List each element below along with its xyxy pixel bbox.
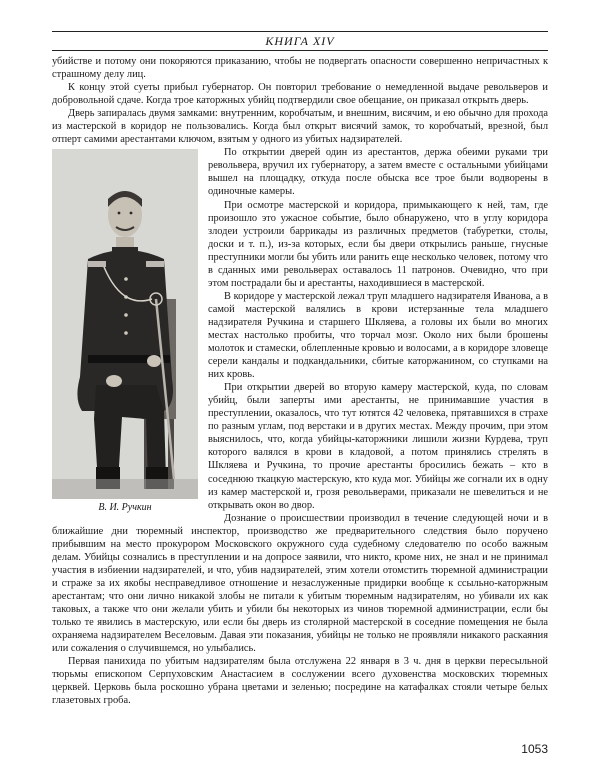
paragraph-5: В коридоре у мастерской лежал труп младшего надзирателя Иванова, а в самой мастерской валялись в крови истерзанные тела младшего надзирателя Ручкина и старшего Шкляева, а головы их были во многих местах настолько пробиты, что торчал мозг. Около них были брошены молоток и стамески, облепленные кровью и волосами, а в коридоре зловеще серели кандалы и подкандальники, сбитые каторжанином, со ступками на них кровь. — [208, 290, 548, 381]
portrait-figure — [52, 149, 198, 514]
header-rule-top — [52, 31, 548, 32]
paragraph-8: Первая панихида по убитым надзирателям была отслужена 22 января в 3 ч. дня в церкви пересыльной тюрьмы епископом Серпуховским Анастасием в сослужении всего духовенства московских тюремных церквей. Церковь была роскошно убрана цветами и зеленью; посредине на катафалках стояли четыре белых глазетовых гроба. — [52, 656, 548, 707]
page-header — [0, 0, 600, 52]
paragraph-1: К концу этой суеты прибыл губернатор. Он повторил требование о немедленной выдаче револьверов и добровольной сдаче. Когда трое каторжных убийц подтвердили свое обещание, он приказал открыть дверь. — [52, 82, 548, 107]
page-number: 1053 — [521, 742, 548, 756]
book-title: КНИГА XIV — [265, 34, 335, 48]
page-body — [52, 55, 548, 707]
paragraph-2: Дверь запиралась двумя замками: внутренним, коробчатым, и внешним, висячим, и ею обычно для прохода из мастерской в коридор не пользовались. Когда был открыт висячий замок, то коробчатый, врезной, был отперт самими арестантами ключом, взятым у одного из убитых надзирателей. — [52, 108, 548, 146]
paragraph-6: При открытии дверей во вторую камеру мастерской, куда, по словам убийц, были заперты ими арестанты, не принимавшие участия в преступлении, оказалось, что тут ютятся 42 человека, прятавшихся в страхе по разным углам, под верстаки и в других местах. Между прочим, при этом выяснилось, что, когда убийцы-каторжники лишили жизни Курдева, труп которого валялся в крови в кладовой, а потом принялись стрелять в Шкляева и Ручкина, то прочие арестанты бросились бежать – кто в соседнюю ткацкую мастерскую, кто куда мог. Убийцы же согнали их в одну из камер мастерской и, грозя револьверами, приказали не шевелиться и не открывать окон во двор. — [208, 382, 548, 511]
paragraph-7: Дознание о происшествии производил в течение следующей ночи и в ближайшие дни тюремный инспектор, производство же предварительного следствия было поручено прибывшим на место прокурором Московского окружного суда судебному следователю по особо важным делам. Убийцы сознались в преступлении и на допросе заявили, что никто, кроме них, не знал и не принимал участия в избиении надзирателей, и что, убив надзирателей, этим хотели отомстить тюремной администрации и страже за их якобы несправедливое отношение и незаслуженные придирки вообще к ссыльно-каторжным арестантам; что они лично никакой злобы не питали к убитым тюремным надзирателям, но убивали их как таковых, а также что они желали убить и убили бы некоторых из чинов тюремной администрации, если бы только те явились в мастерскую, или если бы дверь из столярной мастерской в соседние помещения не была охраняема надзирателем Веселовым. Давая эти показания, убийцы не только не проявляли никакого раскаяния или сожаления о случившемся, но улыбались. — [52, 512, 548, 655]
paragraph-4: При осмотре мастерской и коридора, примыкающего к ней, там, где произошло это ужасное событие, было обнаружено, что в углу коридора злодеи устроили баррикады из различных предметов (табуретки, столы, доски и т. п.), из-за которых, если бы двери открылись раньше, гнусные преступники могли бы убить или ранить еще несколько человек, потому что в сданных ими револьверах оставалось 11 патронов. Очевидно, что при этом пострадали бы и арестанты, находившиеся в мастерской. — [208, 199, 548, 289]
paragraph-3: По открытии дверей один из арестантов, держа обеими руками три револьвера, вручил их губернатору, а затем вместе с остальными убийцами вышел на площадку, откуда после обыска все трое были водворены в одиночные камеры. — [208, 147, 548, 198]
header-rule-bottom — [52, 50, 548, 51]
portrait-caption: В. И. Ручкин — [98, 502, 152, 514]
portrait-photo — [52, 149, 198, 499]
paragraph-0: убийстве и потому они покоряются приказанию, чтобы не подвергать опасности совершенно непричастных к страшному делу лиц. — [52, 56, 548, 81]
